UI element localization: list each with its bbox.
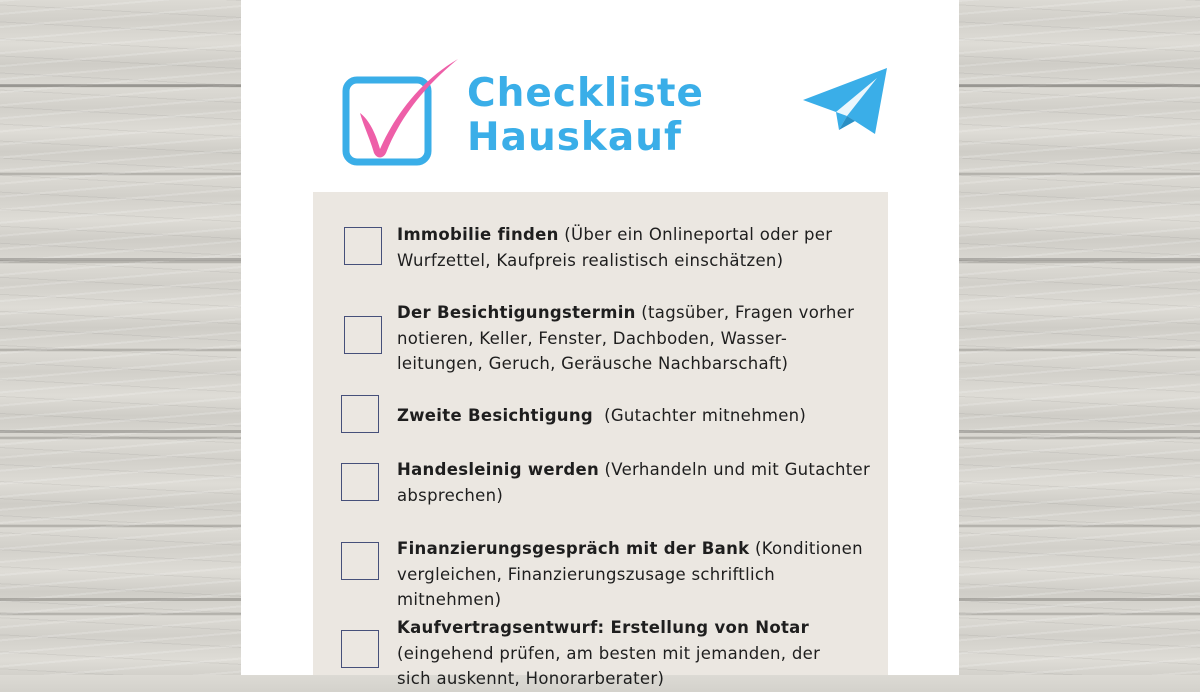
item-text: [397, 403, 872, 429]
item-detail: (eingehend prüfen, am besten mit jemanden, der sich auskennt, Honorarberater): [397, 643, 821, 688]
item-title: Immobilie finden: [397, 225, 559, 244]
item-title: Zweite Besichtigung: [397, 406, 594, 425]
item-title: Kaufvertragsentwurf: Erstellung von Notar: [397, 618, 810, 637]
title-line-1: Checkliste: [467, 71, 704, 116]
paper-plane-icon: [803, 68, 887, 136]
item-text: [397, 615, 847, 692]
item-title: Der Besichtigungstermin: [397, 303, 636, 322]
page-title: [467, 72, 704, 160]
item-text: [397, 536, 877, 613]
checklist-sheet: [241, 0, 959, 688]
item-detail: (Konditionen vergleichen, Finanzierungszusage schriftlich mitnehmen): [397, 539, 863, 609]
item-checkbox[interactable]: [341, 463, 379, 501]
item-detail: (Gutachter mitnehmen): [593, 406, 807, 425]
item-title: Handesleinig werden: [397, 460, 599, 479]
item-checkbox[interactable]: [344, 316, 382, 354]
item-detail: (tagsüber, Fragen vorher notieren, Keller, Fenster, Dachboden, Wasser-leitungen, Geruch, Geräusche Nachbarschaft): [397, 303, 855, 373]
item-checkbox[interactable]: [341, 630, 379, 668]
title-line-2: Hauskauf: [467, 115, 682, 160]
item-checkbox[interactable]: [344, 227, 382, 265]
item-checkbox[interactable]: [341, 542, 379, 580]
item-checkbox[interactable]: [341, 395, 379, 433]
item-text: [397, 222, 872, 273]
wood-background-right: [959, 0, 1200, 675]
item-detail: (Über ein Onlineportal oder per Wurfzettel, Kaufpreis realistisch einschätzen): [397, 225, 833, 270]
checkbox-checkmark-icon: [342, 55, 462, 170]
item-detail: (Verhandeln und mit Gutachter absprechen): [397, 460, 871, 505]
checklist-panel: [313, 192, 888, 688]
wood-background-left: [0, 0, 241, 675]
item-title: Finanzierungsgespräch mit der Bank: [397, 539, 750, 558]
item-text: [397, 457, 882, 508]
item-text: [397, 300, 867, 377]
